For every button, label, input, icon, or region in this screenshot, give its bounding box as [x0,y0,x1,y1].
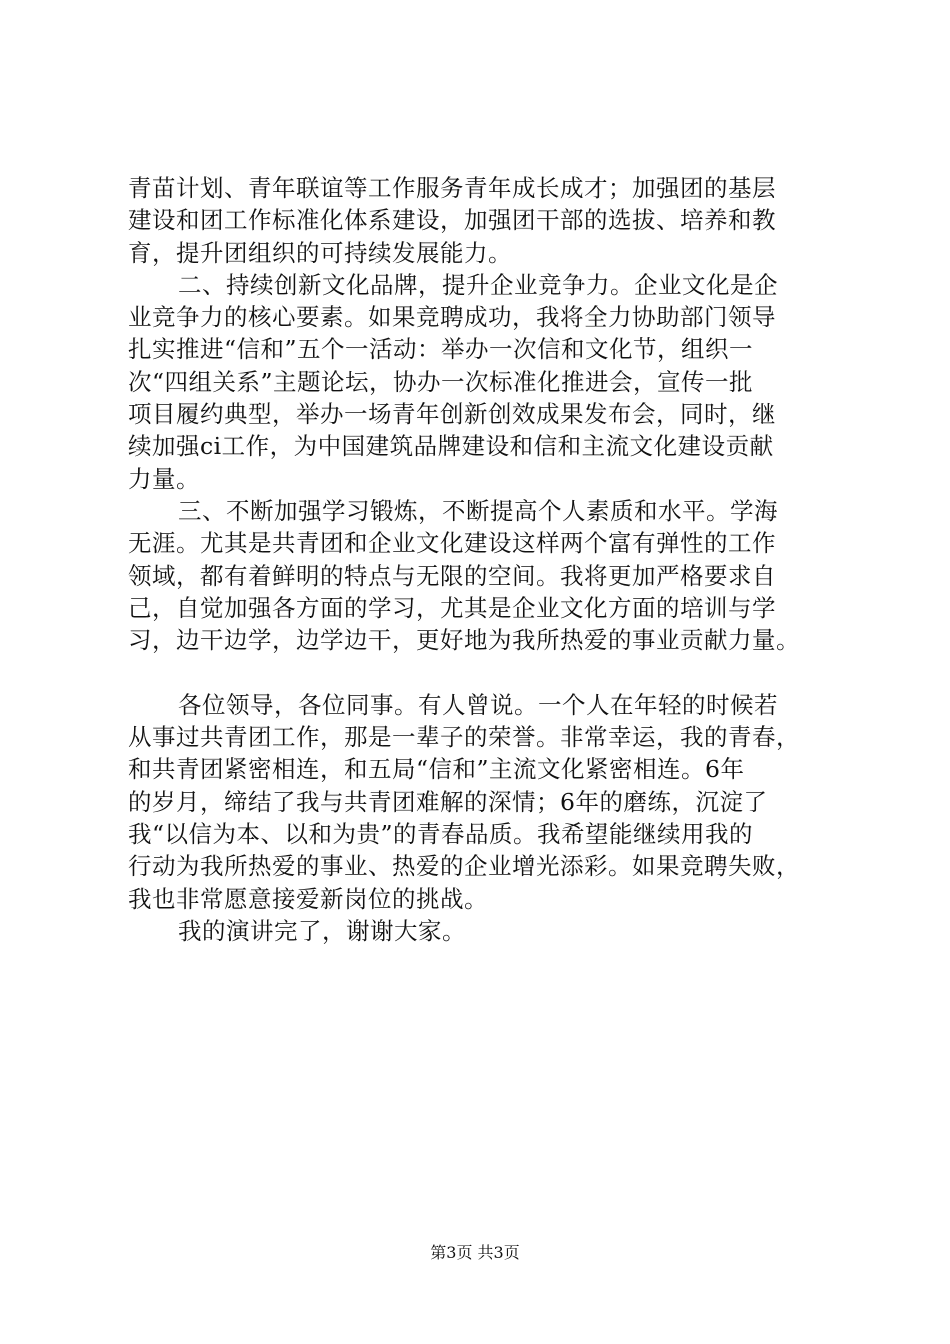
text-line: 业竞争力的核心要素。如果竞聘成功，我将全力协助部门领导 [128,303,776,332]
text-line: 育，提升团组织的可持续发展能力。 [128,238,512,267]
text-line: 续加强ci工作，为中国建筑品牌建设和信和主流文化建设贡献 [128,432,774,461]
paragraph [128,915,850,947]
text-line: 二、持续创新文化品牌，提升企业竞争力。企业文化是企 [178,270,778,299]
text-line: 次“四组关系”主题论坛，协办一次标准化推进会，宣传一批 [128,367,754,396]
text-line: 习，边干边学，边学边干，更好地为我所热爱的事业贡献力量。 [128,626,800,655]
page-footer: 第3页 共3页 [430,1243,520,1262]
text-line: 力量。 [128,464,200,493]
text-line: 和共青团紧密相连，和五局“信和”主流文化紧密相连。6年 [128,755,745,784]
text-line: 己，自觉加强各方面的学习，尤其是企业文化方面的培训与学 [128,593,776,622]
text-line: 从事过共青团工作，那是一辈子的荣誉。非常幸运，我的青春， [128,723,800,752]
text-line: 领域，都有着鲜明的特点与无限的空间。我将更加严格要求自 [128,561,776,590]
text-line: 我“以信为本、以和为贵”的青春品质。我希望能继续用我的 [128,819,754,848]
paragraph [128,172,850,269]
text-line: 无涯。尤其是共青团和企业文化建设这样两个富有弹性的工作 [128,529,776,558]
paragraph [128,495,850,656]
text-line: 建设和团工作标准化体系建设，加强团干部的选拔、培养和教 [128,206,776,235]
text-line: 项目履约典型，举办一场青年创新创效成果发布会，同时，继 [128,400,776,429]
text-line: 三、不断加强学习锻炼，不断提高个人素质和水平。学海 [178,496,778,525]
text-line: 我也非常愿意接爱新岗位的挑战。 [128,884,488,913]
document-body [128,172,850,947]
text-line: 青苗计划、青年联谊等工作服务青年成长成才；加强团的基层 [128,174,776,202]
paragraph-spacer [128,656,850,688]
text-line: 行动为我所热爱的事业、热爱的企业增光添彩。如果竞聘失败， [128,852,800,881]
text-line: 我的演讲完了，谢谢大家。 [178,916,466,945]
paragraph [128,269,850,495]
text-line: 扎实推进“信和”五个一活动：举办一次信和文化节，组织一 [128,335,754,364]
text-line: 的岁月，缔结了我与共青团难解的深情；6年的磨练，沉淀了 [128,787,768,816]
paragraph [128,689,850,915]
text-line: 各位领导，各位同事。有人曾说。一个人在年轻的时候若 [178,690,778,719]
